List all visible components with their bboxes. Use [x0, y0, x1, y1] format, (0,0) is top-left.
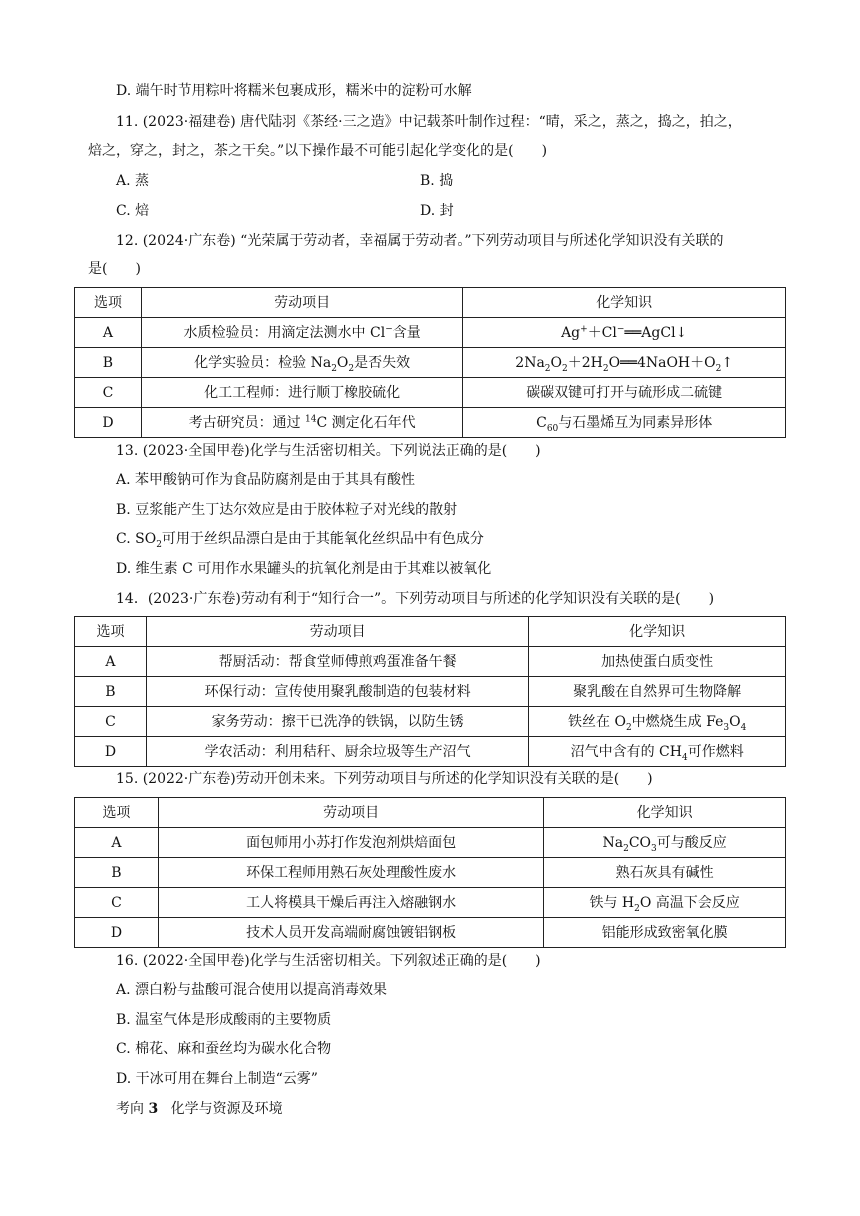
header-labor-item: 劳动项目 — [141, 288, 462, 318]
row-knowledge: 铁丝在 $O_2$中燃烧生成 $Fe_3O_4$ — [529, 707, 786, 737]
header-knowledge: 化学知识 — [463, 288, 786, 318]
q15-stem: 15. (2022·广东卷)劳动开创未来。下列劳动项目与所述的化学知识没有关联的是( ) — [116, 771, 653, 787]
header-knowledge: 化学知识 — [529, 617, 786, 647]
row-option: A — [75, 318, 142, 348]
q16-option-c: C. 棉花、麻和蚕丝均为碳水化合物 — [116, 1041, 332, 1057]
q13-option-c: C. $SO_2$可用于丝织品漂白是由于其能氧化丝织品中有色成分 — [116, 531, 484, 550]
table-row — [75, 737, 786, 767]
row-option: B — [75, 348, 142, 378]
row-option: D — [75, 918, 159, 948]
row-knowledge: $Na_2CO_3$可与酸反应 — [544, 828, 786, 858]
q15-table — [74, 797, 786, 948]
row-option: A — [75, 828, 159, 858]
q13-option-d: D. 维生素 C 可用作水果罐头的抗氧化剂是由于其难以被氧化 — [116, 561, 492, 577]
q10-option-d: D. 端午时节用粽叶将糯米包裹成形，糯米中的淀粉可水解 — [116, 83, 472, 99]
q16-option-a: A. 漂白粉与盐酸可混合使用以提高消毒效果 — [116, 982, 388, 998]
q16-stem: 16. (2022·全国甲卷)化学与生活密切相关。下列叙述正确的是( ) — [116, 953, 541, 969]
table-row — [75, 828, 786, 858]
q14-stem: 14．(2023·广东卷)劳动有利于“知行合一”。下列劳动项目与所述的化学知识没有关联的是( ) — [116, 591, 715, 607]
row-labor-item: 化工工程师：进行顺丁橡胶硫化 — [141, 378, 462, 408]
row-option: B — [75, 858, 159, 888]
row-labor-item: 化学实验员：检验 $Na_2O_2$是否失效 — [141, 348, 462, 378]
table-header-row — [75, 617, 786, 647]
section-heading — [116, 1098, 283, 1120]
q13-option-b: B. 豆浆能产生丁达尔效应是由于胶体粒子对光线的散射 — [116, 502, 458, 518]
table-row — [75, 318, 786, 348]
row-knowledge: 碳碳双键可打开与硫形成二硫键 — [463, 378, 786, 408]
row-option: D — [75, 408, 142, 438]
row-option: B — [75, 677, 147, 707]
header-labor-item: 劳动项目 — [158, 798, 543, 828]
table-row — [75, 677, 786, 707]
row-knowledge: 铝能形成致密氧化膜 — [544, 918, 786, 948]
row-labor-item: 面包师用小苏打作发泡剂烘焙面包 — [158, 828, 543, 858]
q12-table — [74, 287, 786, 438]
row-knowledge: 铁与 $H_2O$ 高温下会反应 — [544, 888, 786, 918]
row-labor-item: 工人将模具干燥后再注入熔融钢水 — [158, 888, 543, 918]
q16-option-b: B. 温室气体是形成酸雨的主要物质 — [116, 1012, 332, 1028]
q14-table — [74, 616, 786, 767]
section-number: 3 — [148, 1101, 159, 1117]
q11-option-b: B. 捣 — [420, 173, 454, 189]
table-row — [75, 858, 786, 888]
section-title: 化学与资源及环境 — [170, 1101, 283, 1117]
row-knowledge: Ag+＋Cl−══AgCl↓ — [463, 318, 786, 348]
q11-stem-line2: 焙之，穿之，封之，茶之干矣。”以下操作最不可能引起化学变化的是( ) — [88, 143, 548, 159]
row-labor-item: 学农活动：利用秸秆、厨余垃圾等生产沼气 — [146, 737, 528, 767]
table-row — [75, 888, 786, 918]
header-option: 选项 — [75, 288, 142, 318]
row-option: D — [75, 737, 147, 767]
row-knowledge: 加热使蛋白质变性 — [529, 647, 786, 677]
table-header-row — [75, 798, 786, 828]
row-labor-item: 考古研究员：通过 $^{14}$C 测定化石年代 — [141, 408, 462, 438]
q12-stem-line2: 是( ) — [88, 261, 141, 277]
row-labor-item: 家务劳动：擦干已洗净的铁锅，以防生锈 — [146, 707, 528, 737]
q11-option-d: D. 封 — [420, 203, 454, 219]
row-labor-item: 水质检验员：用滴定法测水中 Cl−含量 — [141, 318, 462, 348]
row-labor-item: 帮厨活动：帮食堂师傅煎鸡蛋准备午餐 — [146, 647, 528, 677]
q11-option-a: A. 蒸 — [116, 173, 150, 189]
row-option: C — [75, 888, 159, 918]
q12-stem-line1: 12. (2024·广东卷) “光荣属于劳动者，幸福属于劳动者。”下列劳动项目与所述化学知识没有关联的 — [116, 233, 724, 249]
q13-stem: 13. (2023·全国甲卷)化学与生活密切相关。下列说法正确的是( ) — [116, 443, 541, 459]
row-option: C — [75, 707, 147, 737]
table-header-row — [75, 288, 786, 318]
row-knowledge: $2Na_2O_2+2H_2O══4NaOH+O_2↑$ — [463, 348, 786, 378]
header-option: 选项 — [75, 617, 147, 647]
row-knowledge: 熟石灰具有碱性 — [544, 858, 786, 888]
table-row — [75, 707, 786, 737]
row-knowledge: 沼气中含有的 $CH_4$可作燃料 — [529, 737, 786, 767]
table-row — [75, 348, 786, 378]
header-labor-item: 劳动项目 — [146, 617, 528, 647]
table-row — [75, 408, 786, 438]
q13-option-a: A. 苯甲酸钠可作为食品防腐剂是由于其具有酸性 — [116, 472, 416, 488]
row-labor-item: 环保行动：宣传使用聚乳酸制造的包装材料 — [146, 677, 528, 707]
q16-option-d: D. 干冰可用在舞台上制造“云雾” — [116, 1071, 318, 1087]
table-row — [75, 918, 786, 948]
row-knowledge: 聚乳酸在自然界可生物降解 — [529, 677, 786, 707]
table-row — [75, 647, 786, 677]
row-option: C — [75, 378, 142, 408]
q11-option-c: C. 焙 — [116, 203, 150, 219]
row-option: A — [75, 647, 147, 677]
header-knowledge: 化学知识 — [544, 798, 786, 828]
row-labor-item: 环保工程师用熟石灰处理酸性废水 — [158, 858, 543, 888]
section-label: 考向 — [116, 1101, 144, 1117]
q11-stem-line1: 11. (2023·福建卷) 唐代陆羽《茶经·三之造》中记载茶叶制作过程：“晴，采之，蒸之，捣之，拍之， — [116, 114, 742, 130]
row-labor-item: 技术人员开发高端耐腐蚀镀铝钢板 — [158, 918, 543, 948]
table-row — [75, 378, 786, 408]
row-knowledge: $C_{60}$与石墨烯互为同素异形体 — [463, 408, 786, 438]
header-option: 选项 — [75, 798, 159, 828]
